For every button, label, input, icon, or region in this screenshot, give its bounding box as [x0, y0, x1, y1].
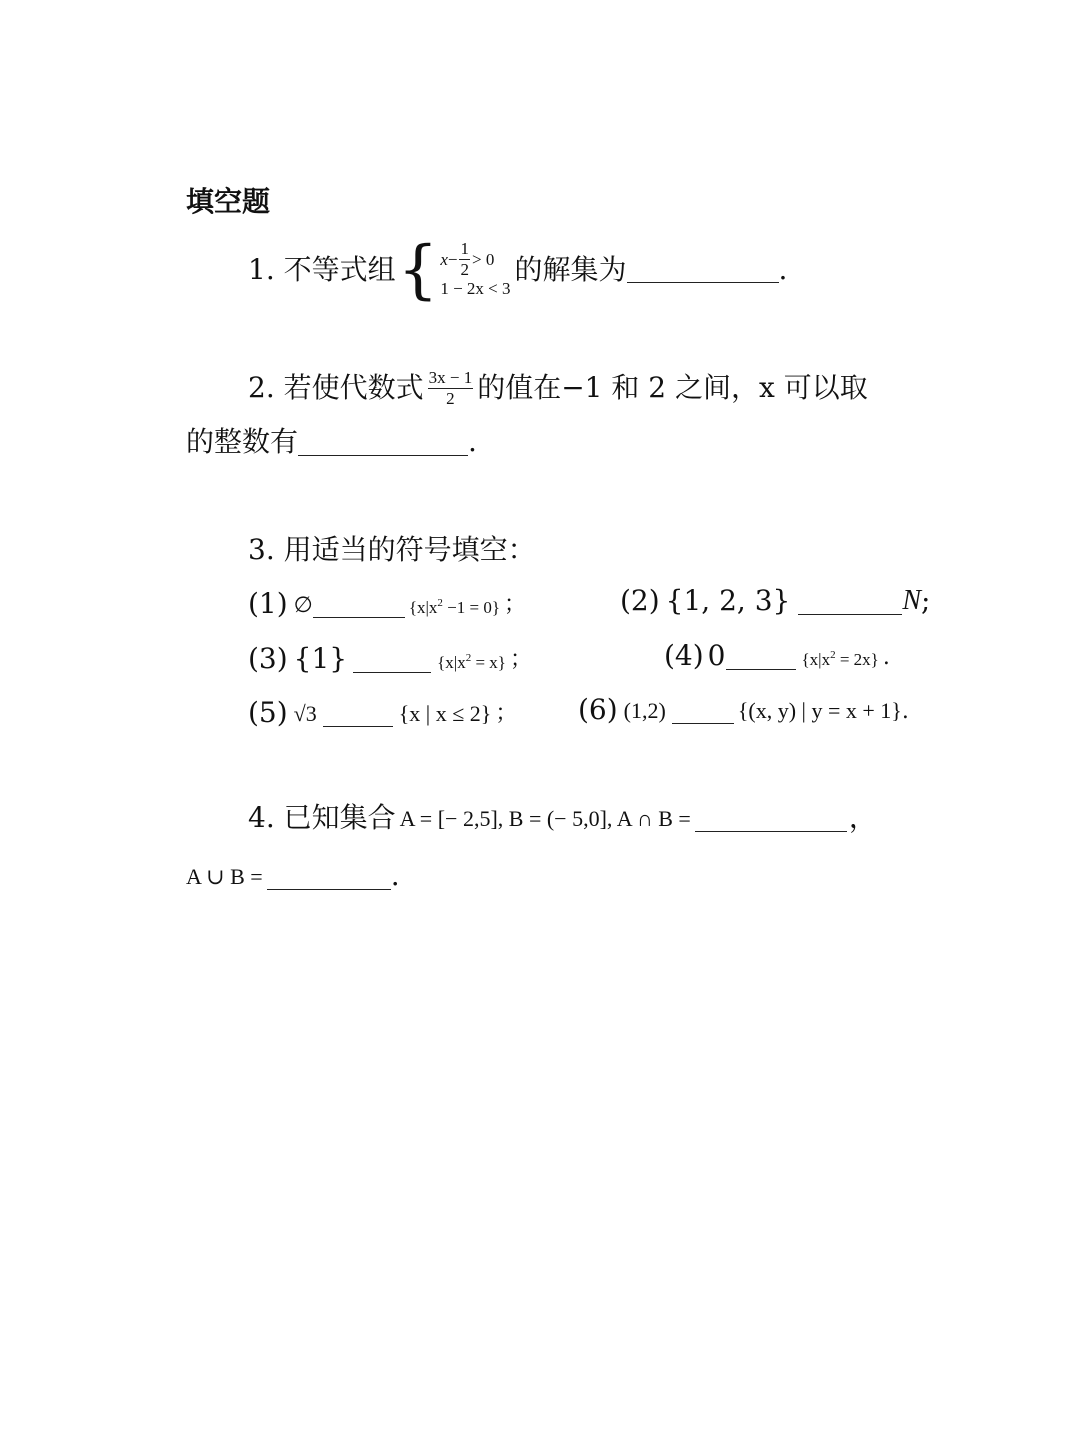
q2-fraction — [428, 369, 474, 408]
q4-expr: A = [− 2,5], B = (− 5,0], A ∩ B = — [399, 806, 691, 831]
q2-frac-num: 3x − 1 — [428, 367, 473, 387]
q3-part-4 — [664, 639, 890, 672]
q3-p1-label: (1) — [248, 587, 288, 620]
q3-p2-label: (2) — [620, 584, 660, 617]
q1-suffix: 的解集为 — [514, 253, 627, 286]
q3-p2-left: {1, 2, 3} — [665, 584, 791, 617]
q3-p4-end: . — [882, 645, 890, 670]
question-2-line2 — [186, 425, 477, 458]
q3-p3-right: $\{x|x^2 = x\}$ — [437, 652, 506, 672]
q3-p3-label: (3) — [248, 642, 288, 675]
q2-suffix: 的值在−1 和 2 之间，x 可以取 — [477, 371, 868, 404]
q4-union: A ∪ B = — [186, 864, 263, 889]
q3-p1-end: ； — [504, 592, 527, 617]
q3-part-6 — [578, 693, 909, 726]
q1-tail: > 0 — [471, 249, 495, 269]
q3-p4-blank[interactable] — [726, 668, 796, 670]
q3-p5-blank[interactable] — [323, 725, 393, 727]
q3-p2-blank[interactable] — [798, 613, 902, 615]
q1-fraction — [459, 240, 470, 279]
q3-p2-right: N — [902, 585, 922, 616]
q4-end2: . — [390, 859, 400, 892]
q1-end: . — [778, 253, 788, 286]
q4-prefix: 4. 已知集合 — [248, 801, 396, 834]
q3-p3-blank[interactable] — [353, 671, 431, 673]
section-title: 填空题 — [186, 185, 271, 218]
q3-p6-end: . — [901, 699, 909, 724]
q1-line2: 1 − 2x < 3 — [440, 279, 511, 299]
q3-p4-left: 0 — [707, 639, 726, 672]
q1-frac-num: 1 — [460, 239, 469, 259]
question-4-line2 — [186, 859, 400, 892]
q3-part-5 — [248, 696, 517, 727]
q3-p1-right: $\{x|x^2 -1 = 0\}$ — [408, 597, 501, 617]
q2-prefix: 2. 若使代数式 — [248, 371, 424, 404]
q3-p1-blank[interactable] — [313, 616, 405, 618]
q3-p6-blank[interactable] — [672, 722, 734, 724]
question-4 — [248, 801, 877, 834]
q3-p5-end: ； — [495, 701, 518, 726]
q4-union-blank[interactable] — [267, 888, 391, 890]
q3-p3-end: ； — [509, 647, 532, 672]
q4-end: ， — [848, 801, 877, 834]
q4-intersection-blank[interactable] — [695, 830, 847, 832]
q3-part-2 — [620, 584, 931, 617]
q3-part-3 — [248, 642, 532, 673]
q3-p6-left: (1,2) — [623, 698, 666, 723]
q3-p4-label: (4) — [664, 639, 704, 672]
q3-title: 3. 用适当的符号填空： — [248, 533, 536, 566]
q3-part-1 — [248, 587, 526, 618]
q1-system — [440, 240, 510, 299]
q3-p3-left: {1} — [293, 642, 348, 675]
q3-p1-left: ∅ — [293, 592, 313, 617]
question-2 — [248, 360, 868, 416]
q3-p6-label: (6) — [578, 693, 618, 726]
q1-brace: { — [397, 233, 439, 307]
q1-op: − — [447, 249, 458, 269]
q3-p4-right: $\{x|x^2 = 2x\}$ — [801, 649, 879, 669]
q2-answer-blank[interactable] — [298, 454, 468, 456]
question-1 — [248, 234, 787, 306]
q1-frac-den: 2 — [460, 260, 469, 280]
q2-end: . — [468, 425, 477, 458]
q3-p6-right: {(x, y) | y = x + 1} — [737, 698, 902, 723]
q1-prefix: 1. 不等式组 — [248, 253, 396, 286]
q3-p5-right: {x | x ≤ 2} — [398, 701, 492, 726]
q1-var: x — [440, 249, 448, 269]
q2-frac-den: 2 — [446, 388, 455, 408]
q2-line2: 的整数有 — [186, 425, 299, 458]
q1-answer-blank[interactable] — [627, 281, 779, 283]
q3-p2-end: ; — [921, 584, 931, 617]
q1-line1 — [440, 240, 510, 279]
q3-p5-label: (5) — [248, 696, 288, 729]
q3-p5-left: √3 — [293, 701, 317, 726]
